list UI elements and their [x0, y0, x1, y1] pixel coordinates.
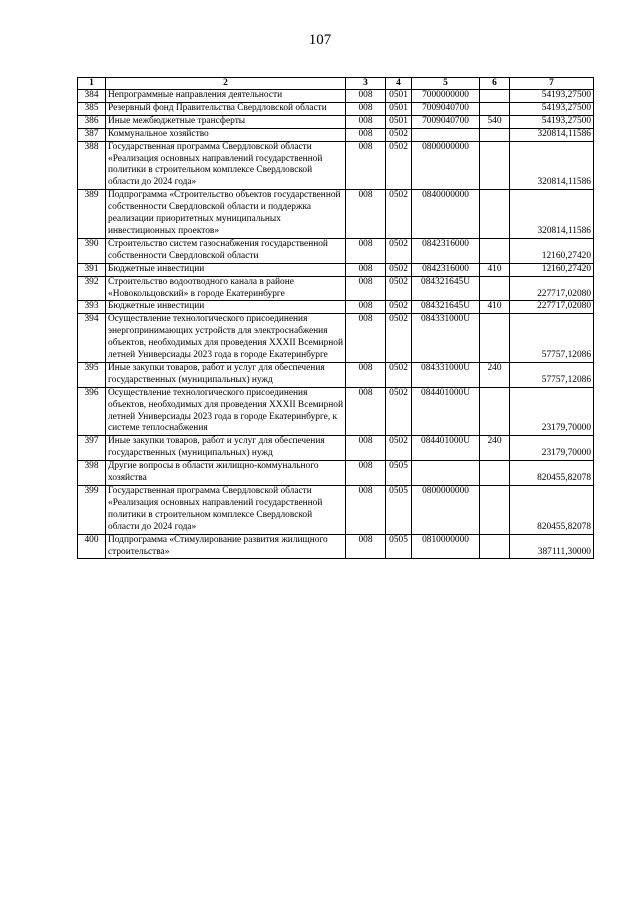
target-code: 084321645U	[412, 301, 480, 314]
expense-type	[480, 314, 510, 363]
row-name: Строительство систем газоснабжения государственной собственности Свердловской области	[106, 238, 346, 263]
section-code: 0501	[386, 90, 412, 103]
section-code: 0502	[386, 314, 412, 363]
ministry-code: 008	[346, 436, 386, 461]
row-number: 386	[78, 115, 106, 128]
ministry-code: 008	[346, 276, 386, 301]
ministry-code: 008	[346, 141, 386, 190]
amount: 54193,27500	[510, 115, 594, 128]
table-row	[78, 362, 594, 387]
header-cell: 2	[106, 78, 346, 90]
header-cell: 4	[386, 78, 412, 90]
section-code: 0502	[386, 190, 412, 239]
amount: 54193,27500	[510, 90, 594, 103]
page-number: 107	[308, 32, 332, 48]
header-cell: 6	[480, 78, 510, 90]
row-name: Другие вопросы в области жилищно-коммунального хозяйства	[106, 461, 346, 486]
row-name: Иные закупки товаров, работ и услуг для обеспечения государственных (муниципальных) нужд	[106, 362, 346, 387]
ministry-code: 008	[346, 128, 386, 141]
target-code	[412, 128, 480, 141]
budget-table	[77, 77, 594, 559]
amount: 23179,70000	[510, 387, 594, 436]
target-code: 0800000000	[412, 486, 480, 535]
section-code: 0501	[386, 115, 412, 128]
ministry-code: 008	[346, 534, 386, 559]
section-code: 0502	[386, 141, 412, 190]
row-name: Бюджетные инвестиции	[106, 263, 346, 276]
expense-type: 240	[480, 436, 510, 461]
header-cell: 7	[510, 78, 594, 90]
row-number: 394	[78, 314, 106, 363]
header-row	[78, 78, 594, 90]
amount: 320814,11586	[510, 141, 594, 190]
ministry-code: 008	[346, 461, 386, 486]
row-number: 390	[78, 238, 106, 263]
row-name: Иные закупки товаров, работ и услуг для обеспечения государственных (муниципальных) нужд	[106, 436, 346, 461]
header-cell: 5	[412, 78, 480, 90]
row-name: Осуществление технологического присоединения объектов, необходимых для проведения XXXII Всемирной летней Универсиады 2023 года в городе Екатеринбурге, к системе теплоснабжения	[106, 387, 346, 436]
table-row	[78, 461, 594, 486]
expense-type	[480, 486, 510, 535]
table-row	[78, 102, 594, 115]
expense-type	[480, 461, 510, 486]
target-code: 084321645U	[412, 276, 480, 301]
expense-type	[480, 238, 510, 263]
target-code: 7009040700	[412, 115, 480, 128]
ministry-code: 008	[346, 301, 386, 314]
expense-type	[480, 102, 510, 115]
target-code: 084401000U	[412, 387, 480, 436]
expense-type	[480, 90, 510, 103]
row-name: Коммунальное хозяйство	[106, 128, 346, 141]
amount: 12160,27420	[510, 263, 594, 276]
table-row	[78, 141, 594, 190]
amount: 820455,82078	[510, 486, 594, 535]
row-number: 400	[78, 534, 106, 559]
row-number: 393	[78, 301, 106, 314]
ministry-code: 008	[346, 102, 386, 115]
table-row	[78, 128, 594, 141]
row-name: Государственная программа Свердловской области «Реализация основных направлений государственной политики в строительном комплексе Свердловской области до 2024 года»	[106, 141, 346, 190]
section-code: 0502	[386, 362, 412, 387]
expense-type	[480, 387, 510, 436]
section-code: 0505	[386, 486, 412, 535]
ministry-code: 008	[346, 486, 386, 535]
table-row	[78, 436, 594, 461]
amount: 320814,11586	[510, 128, 594, 141]
table-row	[78, 276, 594, 301]
table-row	[78, 90, 594, 103]
section-code: 0502	[386, 436, 412, 461]
header-cell: 1	[78, 78, 106, 90]
expense-type: 540	[480, 115, 510, 128]
amount: 320814,11586	[510, 190, 594, 239]
expense-type	[480, 534, 510, 559]
section-code: 0505	[386, 461, 412, 486]
section-code: 0502	[386, 128, 412, 141]
section-code: 0502	[386, 276, 412, 301]
table-row	[78, 387, 594, 436]
amount: 57757,12086	[510, 314, 594, 363]
expense-type	[480, 276, 510, 301]
row-number: 387	[78, 128, 106, 141]
section-code: 0501	[386, 102, 412, 115]
row-number: 384	[78, 90, 106, 103]
expense-type	[480, 190, 510, 239]
target-code	[412, 461, 480, 486]
header-cell: 3	[346, 78, 386, 90]
table-row	[78, 190, 594, 239]
target-code: 7000000000	[412, 90, 480, 103]
row-number: 392	[78, 276, 106, 301]
target-code: 0842316000	[412, 263, 480, 276]
section-code: 0502	[386, 238, 412, 263]
row-number: 396	[78, 387, 106, 436]
row-name: Подпрограмма «Строительство объектов государственной собственности Свердловской области и поддержка реализации приоритетных муниципальных инвестиционных проектов»	[106, 190, 346, 239]
amount: 227717,02080	[510, 276, 594, 301]
expense-type: 410	[480, 263, 510, 276]
expense-type	[480, 128, 510, 141]
table-row	[78, 238, 594, 263]
section-code: 0505	[386, 534, 412, 559]
ministry-code: 008	[346, 387, 386, 436]
amount: 54193,27500	[510, 102, 594, 115]
row-name: Осуществление технологического присоединения энергопринимающих устройств для электроснабжения объектов, необходимых для проведения XXXII Всемирной летней Универсиады 2023 года в городе Екатеринбурге	[106, 314, 346, 363]
row-number: 395	[78, 362, 106, 387]
table-row	[78, 115, 594, 128]
amount: 820455,82078	[510, 461, 594, 486]
amount: 12160,27420	[510, 238, 594, 263]
table-row	[78, 301, 594, 314]
amount: 387111,30000	[510, 534, 594, 559]
table-row	[78, 314, 594, 363]
target-code: 7009040700	[412, 102, 480, 115]
row-name: Непрограммные направления деятельности	[106, 90, 346, 103]
ministry-code: 008	[346, 115, 386, 128]
row-name: Бюджетные инвестиции	[106, 301, 346, 314]
expense-type: 410	[480, 301, 510, 314]
amount: 57757,12086	[510, 362, 594, 387]
ministry-code: 008	[346, 314, 386, 363]
table-row	[78, 263, 594, 276]
section-code: 0502	[386, 301, 412, 314]
row-name: Строительство водоотводного канала в районе «Новокольцовский» в городе Екатеринбурге	[106, 276, 346, 301]
target-code: 084401000U	[412, 436, 480, 461]
row-number: 397	[78, 436, 106, 461]
target-code: 084331000U	[412, 362, 480, 387]
row-name: Государственная программа Свердловской области «Реализация основных направлений государственной политики в строительном комплексе Свердловской области до 2024 года»	[106, 486, 346, 535]
expense-type: 240	[480, 362, 510, 387]
ministry-code: 008	[346, 362, 386, 387]
row-number: 399	[78, 486, 106, 535]
section-code: 0502	[386, 387, 412, 436]
table-row	[78, 486, 594, 535]
row-name: Подпрограмма «Стимулирование развития жилищного строительства»	[106, 534, 346, 559]
row-number: 391	[78, 263, 106, 276]
row-name: Резервный фонд Правительства Свердловской области	[106, 102, 346, 115]
expense-type	[480, 141, 510, 190]
target-code: 0800000000	[412, 141, 480, 190]
ministry-code: 008	[346, 90, 386, 103]
table-row	[78, 534, 594, 559]
ministry-code: 008	[346, 190, 386, 239]
amount: 23179,70000	[510, 436, 594, 461]
target-code: 0810000000	[412, 534, 480, 559]
target-code: 0840000000	[412, 190, 480, 239]
target-code: 0842316000	[412, 238, 480, 263]
amount: 227717,02080	[510, 301, 594, 314]
ministry-code: 008	[346, 263, 386, 276]
row-number: 398	[78, 461, 106, 486]
ministry-code: 008	[346, 238, 386, 263]
row-number: 388	[78, 141, 106, 190]
row-number: 389	[78, 190, 106, 239]
row-number: 385	[78, 102, 106, 115]
row-name: Иные межбюджетные трансферты	[106, 115, 346, 128]
target-code: 084331000U	[412, 314, 480, 363]
section-code: 0502	[386, 263, 412, 276]
